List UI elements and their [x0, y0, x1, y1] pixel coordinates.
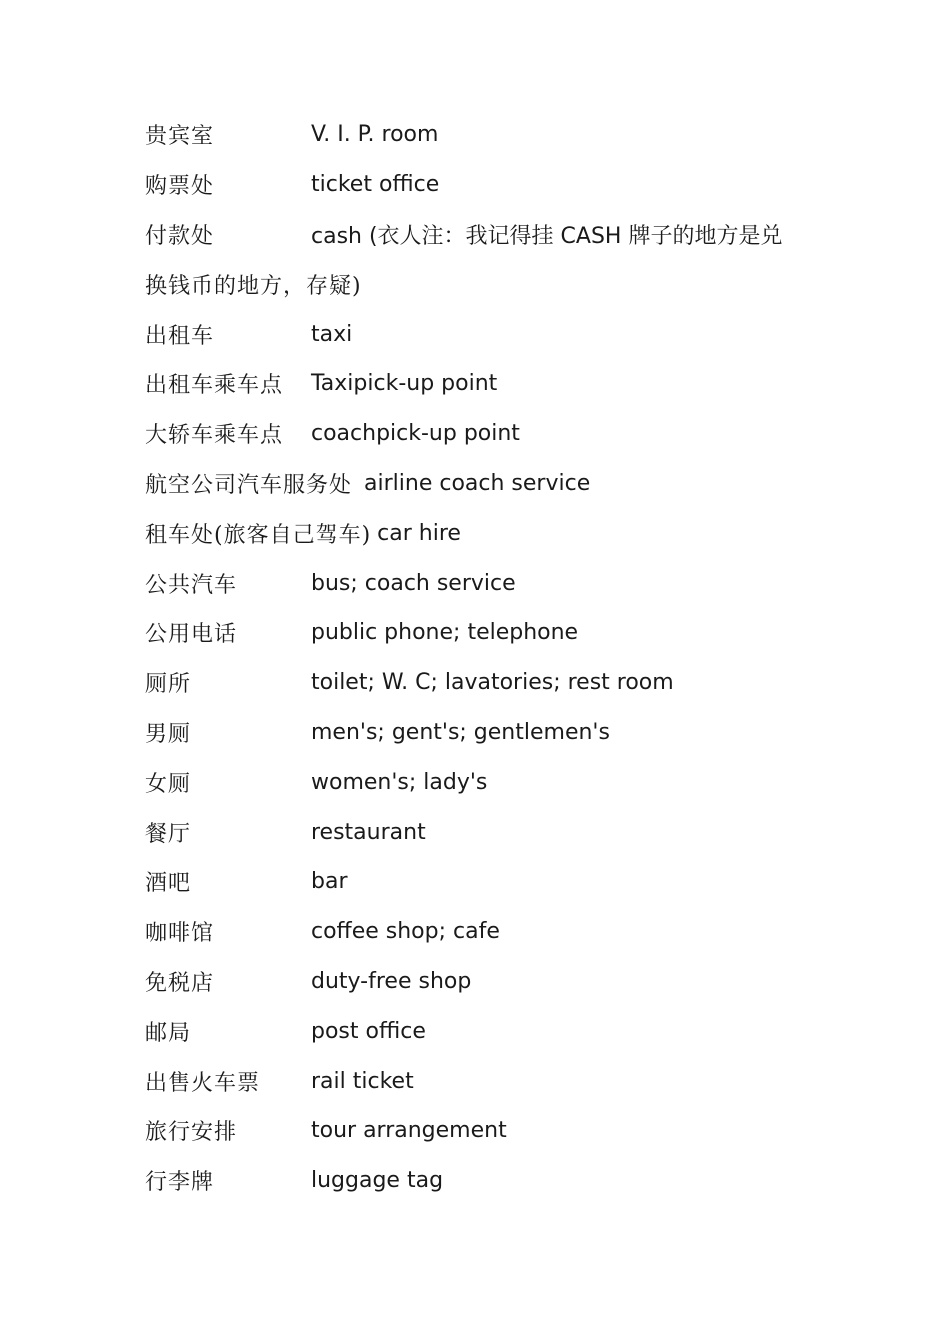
list-item — [145, 1006, 825, 1056]
list-item — [145, 508, 825, 558]
english-term: men's; gent's; gentlemen's — [311, 719, 610, 745]
chinese-term: 出租车 — [145, 323, 215, 349]
chinese-term: 租车处(旅客自己驾车) — [145, 522, 372, 548]
chinese-term: 航空公司汽车服务处 — [145, 472, 353, 498]
list-item — [145, 558, 825, 608]
list-item — [145, 459, 825, 509]
list-item — [145, 807, 825, 857]
chinese-term: 免税店 — [145, 970, 215, 996]
list-item — [145, 708, 825, 758]
english-term: cash (衣人注：我记得挂 CASH 牌子的地方是兑 — [311, 223, 783, 249]
chinese-term: 行李牌 — [145, 1170, 215, 1196]
list-item — [145, 857, 825, 907]
english-term: V. I. P. room — [311, 122, 439, 148]
english-term: women's; lady's — [311, 769, 488, 795]
chinese-term: 咖啡馆 — [145, 921, 215, 947]
list-item — [145, 1106, 825, 1156]
chinese-term: 女厕 — [145, 771, 192, 797]
english-term: bar — [311, 869, 348, 895]
list-item — [145, 907, 825, 957]
chinese-term: 公共汽车 — [145, 572, 238, 598]
chinese-term: 旅行安排 — [145, 1120, 238, 1146]
english-term: bus; coach service — [311, 570, 516, 596]
list-item — [145, 757, 825, 807]
chinese-term: 出租车乘车点 — [145, 373, 284, 399]
chinese-term: 付款处 — [145, 223, 215, 249]
chinese-term: 厕所 — [145, 672, 192, 698]
list-item — [145, 1156, 825, 1206]
list-item — [145, 658, 825, 708]
glossary-list — [145, 110, 825, 1206]
chinese-term: 贵宾室 — [145, 124, 215, 150]
list-item — [145, 409, 825, 459]
english-term: tour arrangement — [311, 1118, 507, 1144]
english-term: airline coach service — [364, 470, 591, 496]
chinese-term: 公用电话 — [145, 622, 238, 648]
chinese-term: 邮局 — [145, 1020, 192, 1046]
english-term: post office — [311, 1018, 426, 1044]
list-item — [145, 110, 825, 160]
list-item — [145, 608, 825, 658]
list-item — [145, 359, 825, 409]
english-term: toilet; W. C; lavatories; rest room — [311, 670, 674, 696]
chinese-term: 餐厅 — [145, 821, 192, 847]
list-item-continuation — [145, 259, 825, 309]
english-term: ticket office — [311, 172, 440, 198]
chinese-term: 酒吧 — [145, 871, 192, 897]
continuation-text: 换钱币的地方，存疑) — [145, 273, 362, 299]
english-term: public phone; telephone — [311, 620, 579, 646]
english-term: coffee shop; cafe — [311, 919, 500, 945]
english-term: taxi — [311, 321, 353, 347]
english-term: luggage tag — [311, 1168, 444, 1194]
chinese-term: 出售火车票 — [145, 1070, 261, 1096]
chinese-term: 大轿车乘车点 — [145, 423, 284, 449]
english-term: restaurant — [311, 819, 426, 845]
list-item — [145, 957, 825, 1007]
chinese-term: 购票处 — [145, 174, 215, 200]
chinese-term: 男厕 — [145, 721, 192, 747]
english-term: Taxipick-up point — [311, 371, 498, 397]
list-item — [145, 210, 825, 260]
english-term: coachpick-up point — [311, 421, 520, 447]
list-item — [145, 1056, 825, 1106]
english-term: car hire — [377, 520, 461, 546]
list-item — [145, 160, 825, 210]
english-term: duty-free shop — [311, 968, 472, 994]
english-term: rail ticket — [311, 1068, 414, 1094]
list-item — [145, 309, 825, 359]
